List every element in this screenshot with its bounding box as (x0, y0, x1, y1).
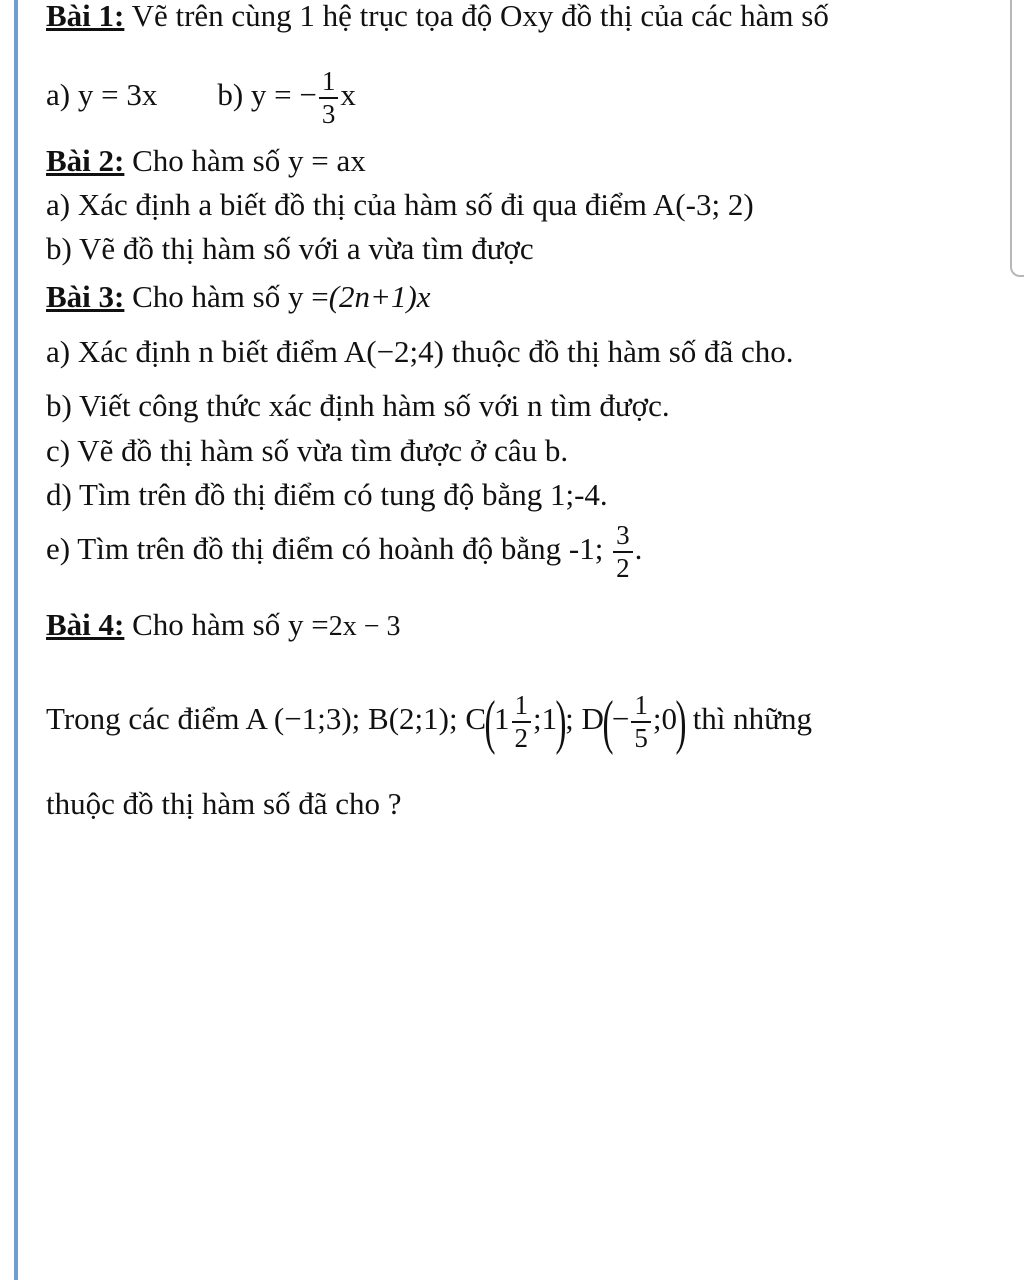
bai2-text: Cho hàm số y = ax (124, 143, 366, 178)
bai3-e (46, 522, 642, 582)
bai4-d-num: 1 (631, 692, 651, 723)
bai3-text: Cho hàm số y = (124, 279, 329, 314)
bai2-heading (46, 145, 366, 176)
bai4-c-num: 1 (512, 692, 532, 723)
bai1-b-var: x (340, 77, 356, 113)
bai4-line1 (46, 689, 812, 755)
bai4-formula: 2x − 3 (328, 611, 401, 642)
bai1-b-den: 3 (321, 99, 336, 129)
bai4-d-fraction (631, 692, 651, 752)
bai4-c-tail: ;1 (533, 701, 558, 737)
bai3-e-den: 2 (616, 553, 630, 583)
bai1-text: Vẽ trên cùng 1 hệ trục tọa độ Oxy đồ thị của các hàm số (124, 0, 829, 33)
bai4-c-close-paren: ) (555, 689, 567, 755)
bai1-b-prefix: b) (217, 77, 251, 113)
bai3-a-post: thuộc đồ thị hàm số đã cho. (444, 334, 794, 369)
bai2-a: a) Xác định a biết đồ thị của hàm số đi qua điểm A(-3; 2) (46, 187, 754, 222)
bai3-e-fraction (613, 522, 633, 582)
bai4-sep3: ; D (565, 701, 604, 737)
bai1-a-prefix: a) (46, 77, 78, 113)
bai4-c-fraction (512, 692, 532, 752)
bai3-label: Bài 3: (46, 279, 125, 314)
bai4-line2: thuộc đồ thị hàm số đã cho ? (46, 786, 402, 821)
bai4-sep1: ; B (351, 701, 389, 737)
bai1-options (46, 68, 356, 128)
bai3-e-text: e) Tìm trên đồ thị điểm có hoành độ bằng -1; (46, 531, 612, 567)
bai1-b-lhs: y = − (250, 77, 317, 113)
bai3-e-post: . (634, 531, 643, 567)
bai4-d-open-paren: ( (602, 689, 614, 755)
bai3-a (46, 336, 794, 367)
bai3-e-num: 3 (613, 522, 633, 553)
bai3-heading (46, 281, 431, 312)
bai4-heading (46, 609, 401, 641)
bai1-b-num: 1 (319, 68, 339, 99)
bai4-d-close-paren: ) (675, 689, 687, 755)
bai1-b-fraction (319, 68, 339, 128)
bai4-c-den: 2 (514, 723, 528, 753)
bai3-a-text: a) Xác định n biết điểm A (46, 334, 367, 369)
bai4-line1-pre: Trong các điểm A (46, 701, 274, 737)
bai4-d-tail: ;0 (652, 701, 677, 737)
bai4-line1-post: thì những (684, 701, 812, 737)
bai2-label: Bài 2: (46, 143, 125, 178)
bai1-heading (46, 0, 829, 31)
bai3-formula: (2n+1)x (328, 279, 431, 314)
bai3-c: c) Vẽ đồ thị hàm số vừa tìm được ở câu b. (46, 433, 569, 468)
bai3-a-point: (−2;4) (366, 334, 444, 369)
bai4-label: Bài 4: (46, 607, 125, 642)
bai4-point-b: (2;1) (388, 701, 449, 737)
bai4-d-sign: − (611, 701, 630, 737)
bai4-text: Cho hàm số y = (124, 607, 329, 642)
bai3-b: b) Viết công thức xác định hàm số với n tìm được. (46, 388, 670, 423)
bai4-sep2: ; C (448, 701, 487, 737)
bai4-c-open-paren: ( (484, 689, 496, 755)
bai4-point-a: (−1;3) (273, 701, 352, 737)
bai3-d: d) Tìm trên đồ thị điểm có tung độ bằng 1;-4. (46, 477, 608, 512)
bai4-d-den: 5 (634, 723, 648, 753)
bai4-c-int: 1 (494, 701, 510, 737)
bai1-a-expr: y = 3x (77, 77, 158, 113)
bai1-label: Bài 1: (46, 0, 125, 33)
bai2-b: b) Vẽ đồ thị hàm số với a vừa tìm được (46, 231, 534, 266)
